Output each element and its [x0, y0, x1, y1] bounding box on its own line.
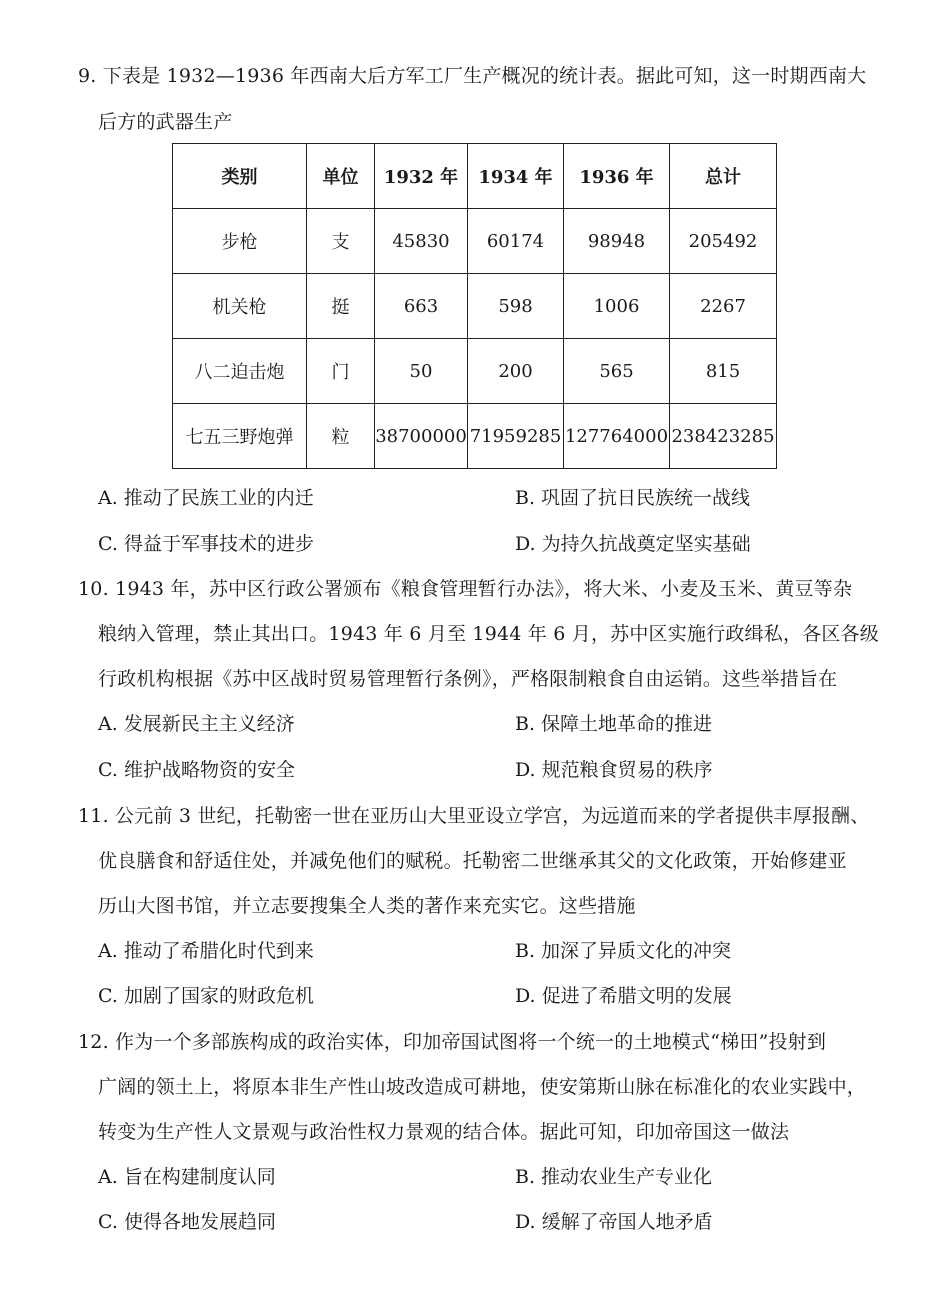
q10-stem-line-1: 10. 1943 年，苏中区行政公署颁布《粮食管理暂行办法》，将大米、小麦及玉米、黄豆等杂 — [78, 578, 853, 600]
q9-option-b[interactable]: B. 巩固了抗日民族统一战线 — [515, 487, 751, 509]
table-cell: 2267 — [670, 274, 777, 339]
table-cell: 205492 — [670, 209, 777, 274]
q11-option-d[interactable]: D. 促进了希腊文明的发展 — [515, 985, 732, 1007]
table-header-cell: 单位 — [307, 144, 375, 209]
q12-option-a[interactable]: A. 旨在构建制度认同 — [98, 1166, 276, 1188]
table-cell: 50 — [375, 339, 468, 404]
q11-stem-line-1: 11. 公元前 3 世纪，托勒密一世在亚历山大里亚设立学宫，为远道而来的学者提供丰厚报酬、 — [78, 805, 870, 827]
q10-option-c[interactable]: C. 维护战略物资的安全 — [98, 759, 295, 781]
q12-stem-line-1: 12. 作为一个多部族构成的政治实体，印加帝国试图将一个统一的土地模式“梯田”投射到 — [78, 1031, 827, 1053]
q12-option-c[interactable]: C. 使得各地发展趋同 — [98, 1211, 276, 1233]
q10-stem-line-2: 粮纳入管理，禁止其出口。1943 年 6 月至 1944 年 6 月，苏中区实施行政缉私，各区各级 — [98, 623, 879, 645]
q11-option-b[interactable]: B. 加深了异质文化的冲突 — [515, 940, 732, 962]
table-cell: 598 — [468, 274, 564, 339]
q9-stem-line-2: 后方的武器生产 — [98, 111, 233, 133]
table-cell: 支 — [307, 209, 375, 274]
table-cell: 步枪 — [173, 209, 307, 274]
table-header-row — [173, 144, 777, 209]
q9-option-a[interactable]: A. 推动了民族工业的内迁 — [98, 487, 314, 509]
table-header-cell: 1932 年 — [375, 144, 468, 209]
table-cell: 1006 — [564, 274, 670, 339]
table-cell: 238423285 — [670, 404, 777, 469]
q10-stem-line-3: 行政机构根据《苏中区战时贸易管理暂行条例》，严格限制粮食自由运销。这些举措旨在 — [98, 668, 838, 690]
table-cell: 663 — [375, 274, 468, 339]
table-row — [173, 209, 777, 274]
table-row — [173, 274, 777, 339]
table-cell: 815 — [670, 339, 777, 404]
q12-stem-line-3: 转变为生产性人文景观与政治性权力景观的结合体。据此可知，印加帝国这一做法 — [98, 1121, 790, 1143]
q12-stem-line-2: 广阔的领土上，将原本非生产性山坡改造成可耕地，使安第斯山脉在标准化的农业实践中， — [98, 1076, 867, 1098]
q12-option-d[interactable]: D. 缓解了帝国人地矛盾 — [515, 1211, 713, 1233]
q10-option-a[interactable]: A. 发展新民主主义经济 — [98, 713, 295, 735]
table-cell: 机关枪 — [173, 274, 307, 339]
table-cell: 38700000 — [375, 404, 468, 469]
q11-stem-line-3: 历山大图书馆，并立志要搜集全人类的著作来充实它。这些措施 — [98, 895, 636, 917]
table-cell: 200 — [468, 339, 564, 404]
table-cell: 45830 — [375, 209, 468, 274]
table-cell: 71959285 — [468, 404, 564, 469]
q9-option-d[interactable]: D. 为持久抗战奠定坚实基础 — [515, 533, 751, 555]
table-cell: 挺 — [307, 274, 375, 339]
table-cell: 粒 — [307, 404, 375, 469]
q9-option-c[interactable]: C. 得益于军事技术的进步 — [98, 533, 314, 555]
table-cell: 60174 — [468, 209, 564, 274]
table-cell: 127764000 — [564, 404, 670, 469]
table-cell: 七五三野炮弹 — [173, 404, 307, 469]
q9-statistics-table — [172, 143, 777, 469]
q10-option-d[interactable]: D. 规范粮食贸易的秩序 — [515, 759, 713, 781]
table-cell: 八二迫击炮 — [173, 339, 307, 404]
table-row — [173, 404, 777, 469]
table-cell: 98948 — [564, 209, 670, 274]
table-header-cell: 1936 年 — [564, 144, 670, 209]
table-cell: 门 — [307, 339, 375, 404]
q9-stem-line-1: 9. 下表是 1932—1936 年西南大后方军工厂生产概况的统计表。据此可知，这一时期西南大 — [78, 65, 867, 87]
q10-option-b[interactable]: B. 保障土地革命的推进 — [515, 713, 713, 735]
q11-stem-line-2: 优良膳食和舒适住处，并减免他们的赋税。托勒密二世继承其父的文化政策，开始修建亚 — [98, 850, 847, 872]
table-header-cell: 1934 年 — [468, 144, 564, 209]
table-header-cell: 总计 — [670, 144, 777, 209]
q11-option-c[interactable]: C. 加剧了国家的财政危机 — [98, 985, 314, 1007]
table-row — [173, 339, 777, 404]
q12-option-b[interactable]: B. 推动农业生产专业化 — [515, 1166, 713, 1188]
table-header-cell: 类别 — [173, 144, 307, 209]
table-cell: 565 — [564, 339, 670, 404]
q11-option-a[interactable]: A. 推动了希腊化时代到来 — [98, 940, 314, 962]
